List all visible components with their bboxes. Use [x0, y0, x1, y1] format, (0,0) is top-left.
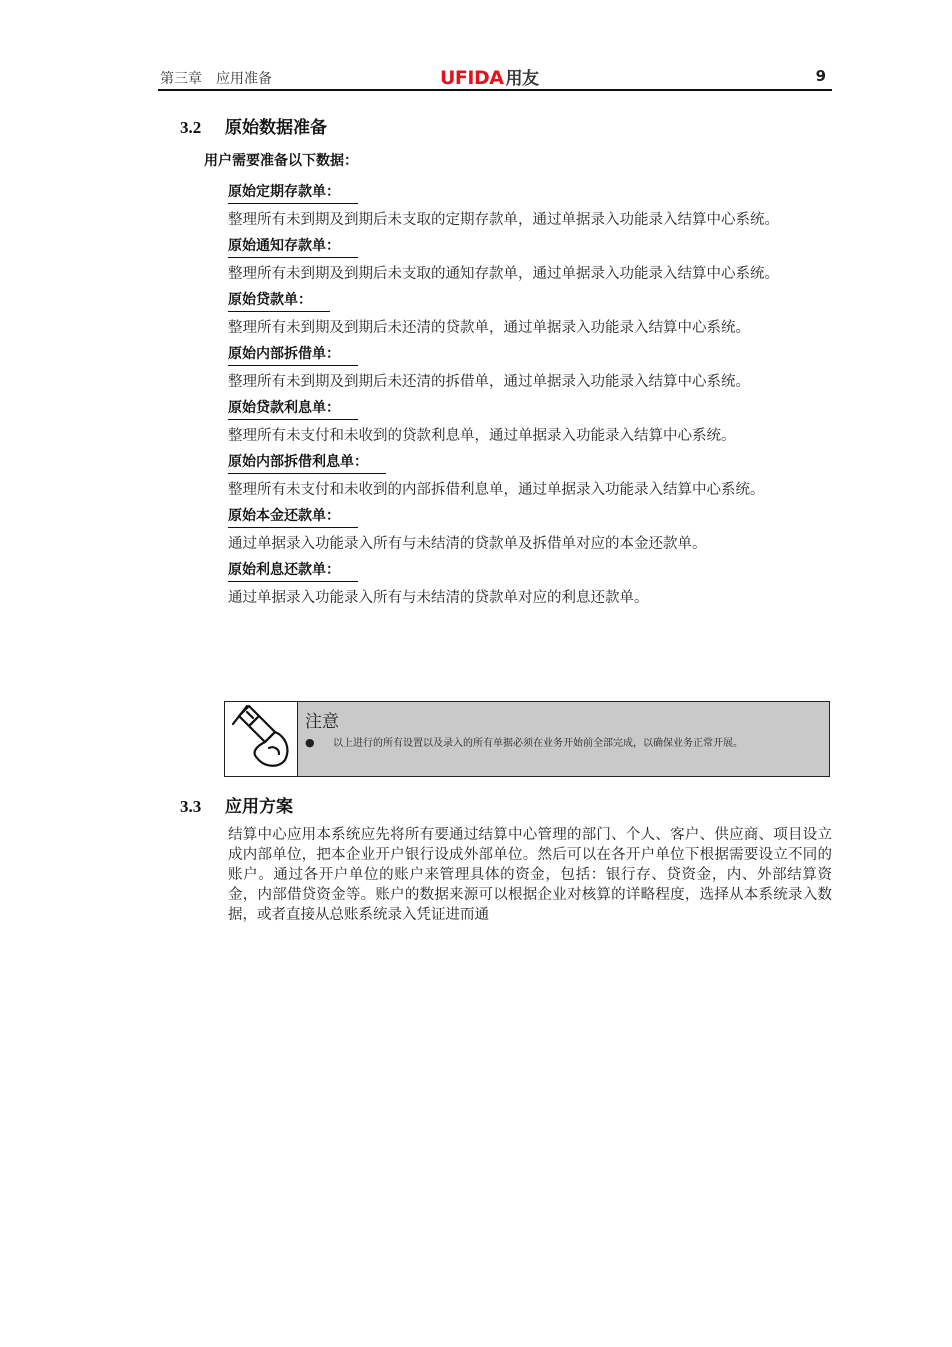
section-heading-3-2: [180, 113, 327, 138]
item-title: 原始通知存款单：: [228, 235, 358, 258]
list-item: [228, 181, 832, 231]
section-number: 3.2: [180, 118, 202, 137]
item-text: 整理所有未支付和未收到的内部拆借利息单，通过单据录入功能录入结算中心系统。: [228, 482, 765, 498]
item-text: 通过单据录入功能录入所有与未结清的贷款单及拆借单对应的本金还款单。: [228, 536, 707, 552]
section-title: 原始数据准备: [225, 118, 327, 138]
note-title: 注意: [305, 712, 339, 732]
data-item-list: [228, 181, 832, 613]
page-number: 9: [815, 67, 826, 85]
item-title: 原始本金还款单：: [228, 505, 358, 528]
ufida-logo: [440, 64, 538, 89]
item-title: 原始内部拆借单：: [228, 343, 358, 366]
note-box: [224, 701, 830, 777]
note-icon-box: [225, 702, 298, 776]
section-heading-3-3: [180, 792, 293, 817]
item-text: 整理所有未到期及到期后未还清的拆借单，通过单据录入功能录入结算中心系统。: [228, 374, 750, 390]
section-title: 应用方案: [225, 797, 293, 817]
note-text: 以上进行的所有设置以及录入的所有单据必须在业务开始前全部完成，以确保业务正常开展。: [333, 738, 743, 749]
logo-cn-text: 用友: [505, 69, 539, 89]
item-text: 整理所有未到期及到期后未支取的通知存款单，通过单据录入功能录入结算中心系统。: [228, 266, 779, 282]
list-item: [228, 397, 832, 447]
item-title: 原始定期存款单：: [228, 181, 358, 204]
list-item: [228, 451, 832, 501]
list-item: [228, 289, 832, 339]
item-title: 原始内部拆借利息单：: [228, 451, 386, 474]
item-text: 通过单据录入功能录入所有与未结清的贷款单对应的利息还款单。: [228, 590, 649, 606]
item-title: 原始贷款利息单：: [228, 397, 358, 420]
logo-text: UFIDA: [440, 67, 504, 89]
item-text: 整理所有未支付和未收到的贷款利息单，通过单据录入功能录入结算中心系统。: [228, 428, 736, 444]
section-number: 3.3: [180, 797, 202, 816]
page-header: [158, 62, 832, 91]
note-body: [305, 734, 825, 749]
chapter-label: 第三章 应用准备: [160, 71, 272, 87]
bell-icon: [225, 702, 297, 776]
list-item: [228, 505, 832, 555]
body-paragraph: 结算中心应用本系统应先将所有要通过结算中心管理的部门、个人、客户、供应商、项目设立成内部单位，把本企业开户银行设成外部单位。然后可以在各开户单位下根据需要设立不同的账户。通过各开户单位的账户来管理具体的资金，包括：银行存、贷资金，内、外部结算资金，内部借贷资金等。账户的数据来源可以根据企业对核算的详略程度，选择从本系统录入数据，或者直接从总账系统录入凭证进而通: [228, 827, 832, 923]
item-text: 整理所有未到期及到期后未还清的贷款单，通过单据录入功能录入结算中心系统。: [228, 320, 750, 336]
lead-text: 用户需要准备以下数据：: [204, 153, 358, 169]
item-title: 原始利息还款单：: [228, 559, 358, 582]
list-item: [228, 559, 832, 609]
item-text: 整理所有未到期及到期后未支取的定期存款单，通过单据录入功能录入结算中心系统。: [228, 212, 779, 228]
bullet-icon: ●: [305, 736, 315, 749]
list-item: [228, 235, 832, 285]
item-title: 原始贷款单：: [228, 289, 330, 312]
list-item: [228, 343, 832, 393]
